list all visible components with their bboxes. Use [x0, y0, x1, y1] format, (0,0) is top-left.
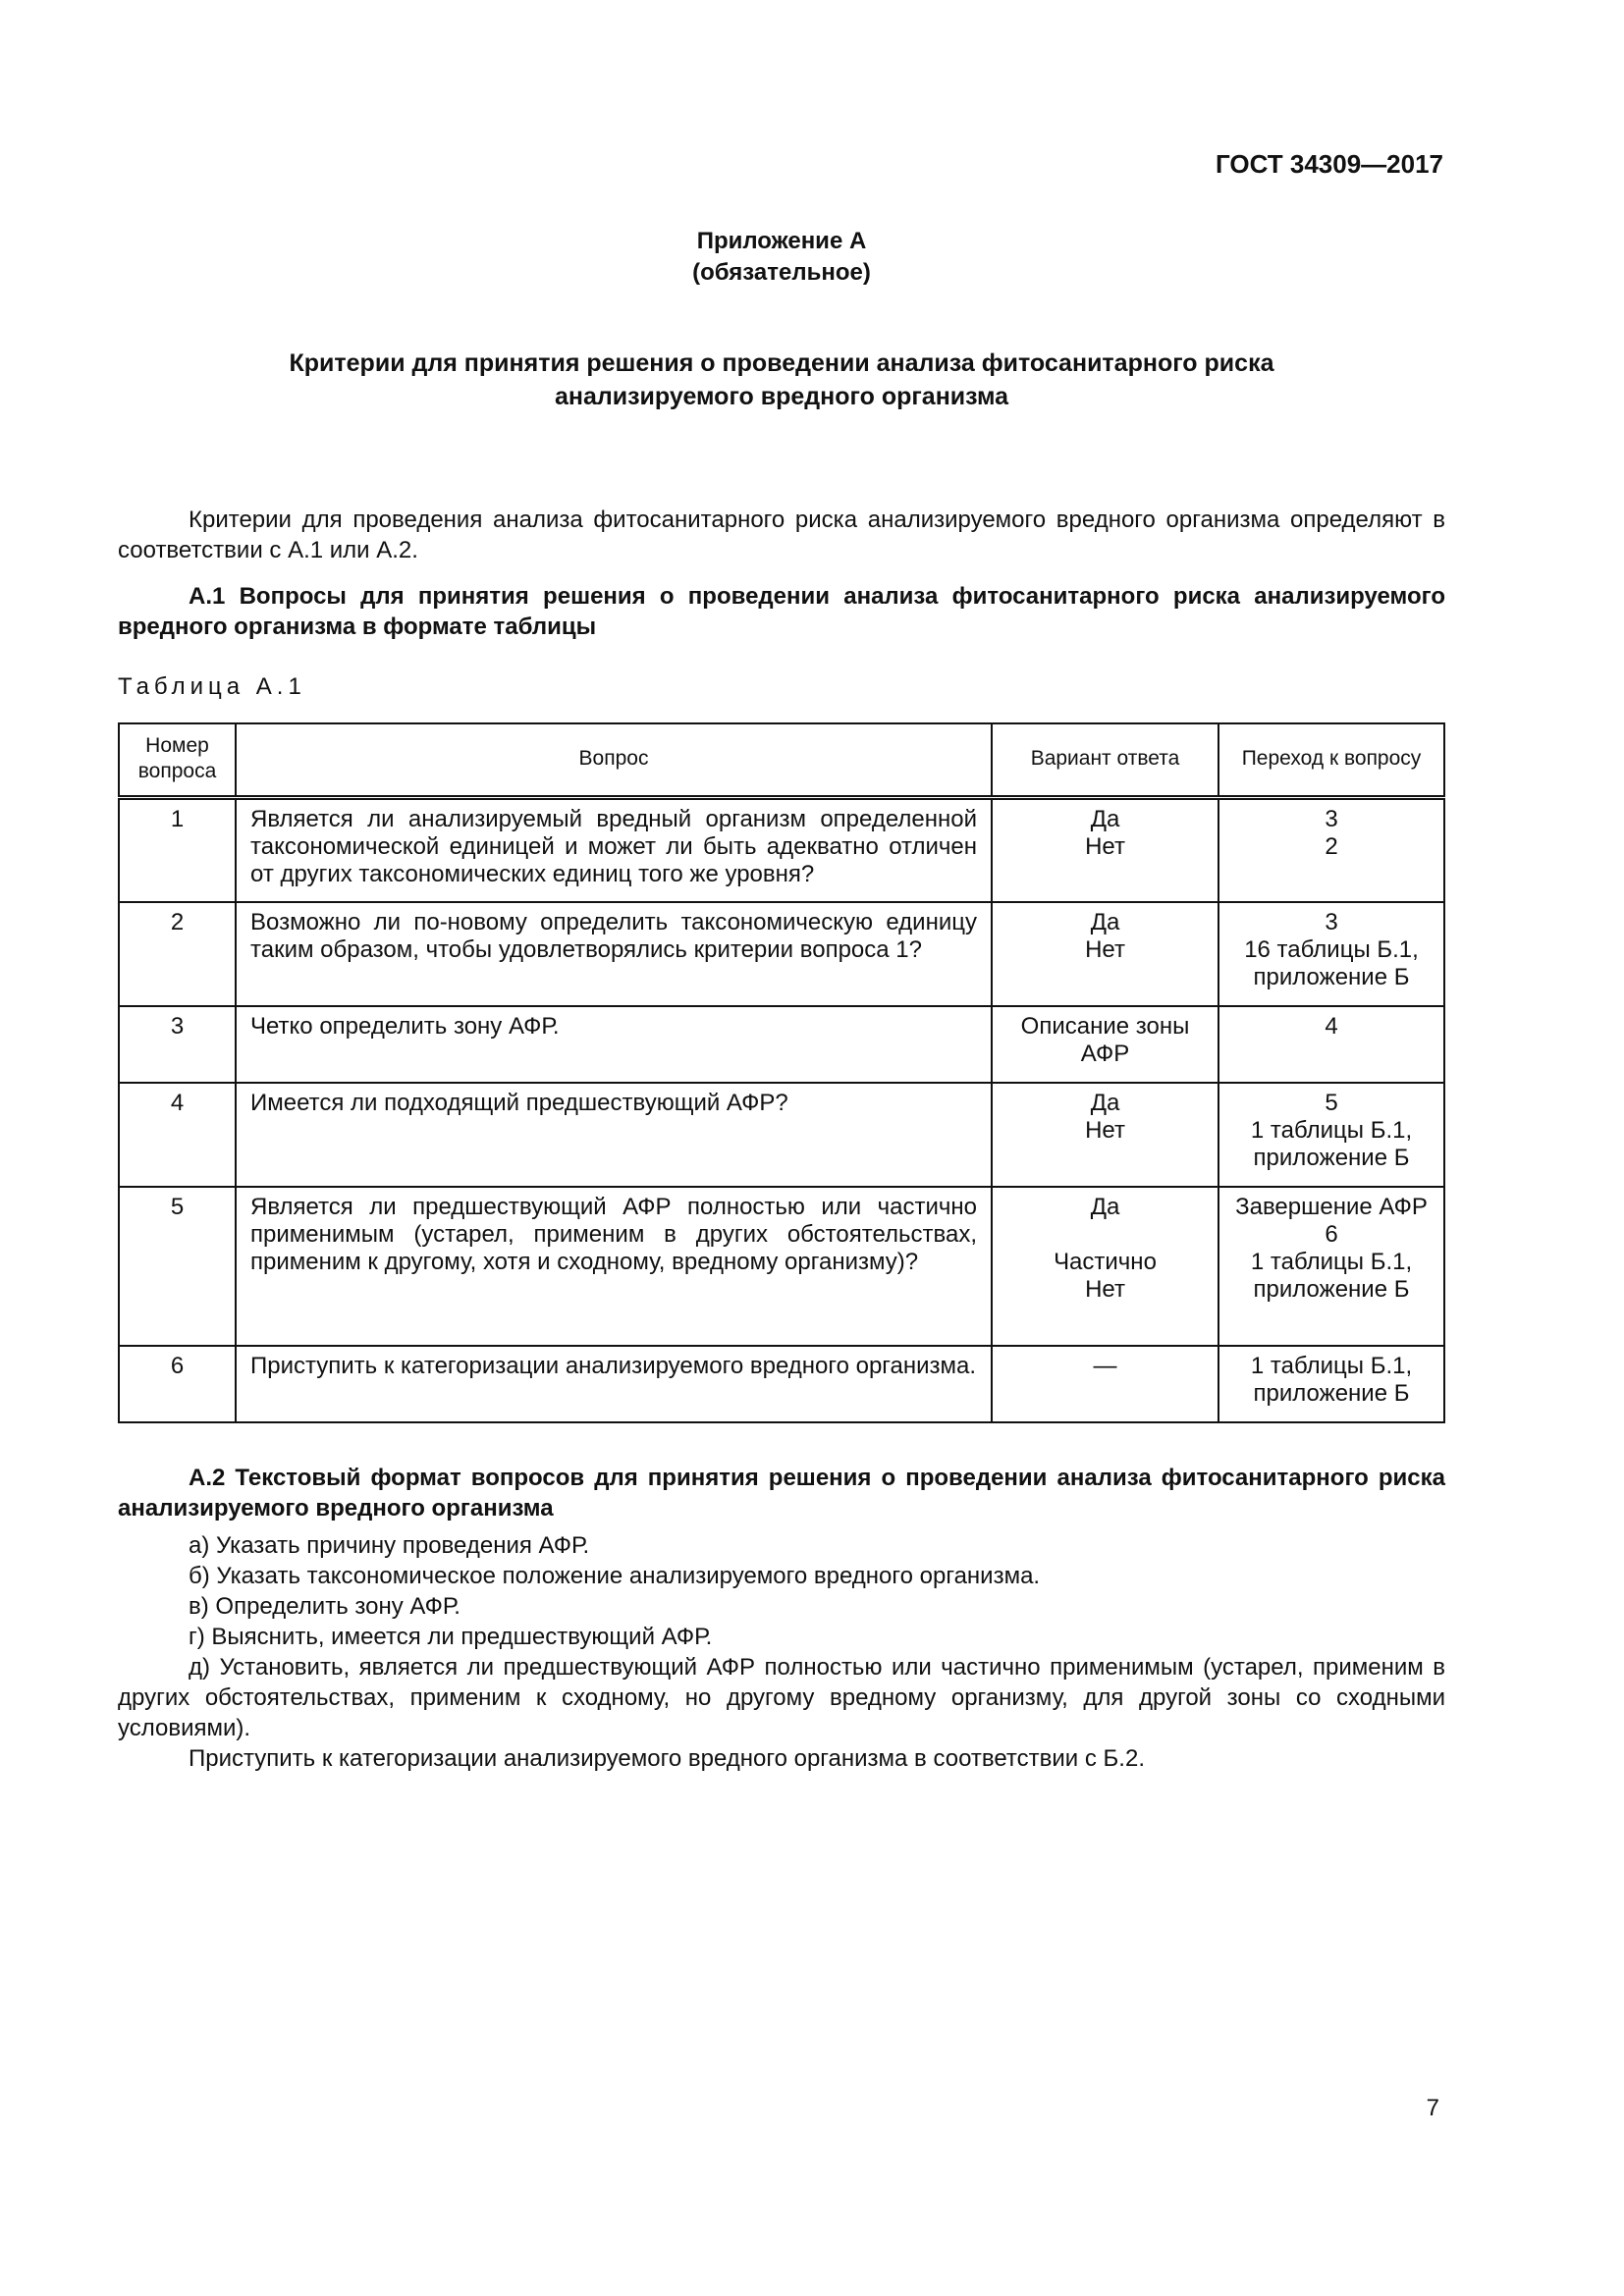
row-goto — [1218, 798, 1444, 902]
row-number — [119, 1006, 236, 1083]
row-goto — [1218, 1187, 1444, 1346]
row-goto — [1218, 1346, 1444, 1422]
goto-target: 16 таблицы Б.1, приложение Б — [1244, 935, 1419, 990]
row-number-text: 4 — [170, 1089, 185, 1116]
table-row — [119, 798, 1444, 902]
answer-option: — — [1093, 1352, 1117, 1379]
row-number-text: 2 — [170, 908, 185, 935]
goto-target: 5 — [1325, 1089, 1338, 1116]
question-text: Возможно ли по-новому определить таксономическую единицу таким образом, чтобы удовлетворялись критерии вопроса 1? — [250, 908, 977, 963]
row-goto — [1218, 1006, 1444, 1083]
table-header-row — [119, 723, 1444, 798]
row-number — [119, 798, 236, 902]
goto-target: 1 таблицы Б.1, приложение Б — [1250, 1248, 1413, 1303]
title-line-1: Критерии для принятия решения о проведении анализа фитосанитарного риска — [289, 349, 1274, 377]
a1-heading: А.1 Вопросы для принятия решения о проведении анализа фитосанитарного риска анализируемого вредного организма в формате таблицы — [118, 583, 1445, 640]
answer-option: Нет — [1085, 935, 1125, 963]
row-number-text: 6 — [170, 1352, 185, 1379]
page-number: 7 — [1426, 2095, 1439, 2121]
goto-target: 1 таблицы Б.1, приложение Б — [1250, 1116, 1413, 1171]
table-caption: Таблица А.1 — [118, 673, 306, 700]
answer-option: Да — [1090, 1089, 1120, 1116]
a2-list-item: в) Определить зону АФР. — [189, 1593, 460, 1620]
table-row — [119, 1187, 1444, 1346]
row-answers — [992, 1083, 1218, 1187]
row-number-text: 3 — [170, 1012, 185, 1040]
row-answers — [992, 798, 1218, 902]
row-question — [236, 1346, 992, 1422]
a2-list-item: а) Указать причину проведения АФР. — [189, 1532, 590, 1559]
row-number-text: 5 — [170, 1193, 185, 1220]
title-line-2: анализируемого вредного организма — [554, 383, 1009, 410]
header-goto: Переход к вопросу — [1218, 723, 1444, 798]
a2-heading: А.2 Текстовый формат вопросов для принятия решения о проведении анализа фитосанитарного риска анализируемого вредного организма — [118, 1465, 1445, 1522]
table-row — [119, 902, 1444, 1006]
appendix-title: Приложение А — [696, 228, 867, 254]
criteria-table — [118, 722, 1445, 1423]
row-number — [119, 1346, 236, 1422]
a2-list-item: б) Указать таксономическое положение анализируемого вредного организма. — [189, 1563, 1041, 1589]
goto-target: 2 — [1325, 833, 1338, 860]
row-answers — [992, 1346, 1218, 1422]
header-question: Вопрос — [236, 723, 992, 798]
row-number — [119, 902, 236, 1006]
a2-list — [118, 1530, 1445, 1774]
answer-option: Нет — [1085, 1275, 1125, 1303]
answer-option: Да — [1090, 806, 1120, 832]
row-answers — [992, 902, 1218, 1006]
answer-option: Да — [1090, 908, 1120, 935]
answer-option: Частично — [1054, 1248, 1157, 1275]
answer-option: Да — [1090, 1193, 1120, 1220]
answer-option: Нет — [1085, 833, 1125, 860]
row-answers — [992, 1006, 1218, 1083]
question-text: Имеется ли подходящий предшествующий АФР? — [250, 1089, 788, 1116]
goto-target: 4 — [1325, 1012, 1338, 1040]
header-number: Номер вопроса — [119, 723, 236, 798]
answer-option: Нет — [1085, 1116, 1125, 1144]
table-row — [119, 1346, 1444, 1422]
question-text: Четко определить зону АФР. — [250, 1012, 560, 1040]
question-text: Является ли анализируемый вредный организм определенной таксономической единицей и может ли быть адекватно отличен от других таксономических единиц того же уровня? — [250, 806, 977, 887]
a2-list-item: д) Установить, является ли предшествующий АФР полностью или частично применимым (устарел, применим в других обстоятельствах, применим к сходному, но другому вредному организму, для другой зоны со сходными условиями). — [118, 1654, 1445, 1741]
table-row — [119, 1083, 1444, 1187]
a2-final-paragraph: Приступить к категоризации анализируемого вредного организма в соответствии с Б.2. — [189, 1745, 1145, 1772]
row-number — [119, 1083, 236, 1187]
goto-target: 1 таблицы Б.1, приложение Б — [1250, 1352, 1413, 1407]
row-goto — [1218, 902, 1444, 1006]
intro-paragraph: Критерии для проведения анализа фитосанитарного риска анализируемого вредного организма определяют в соответствии с А.1 или А.2. — [118, 507, 1445, 563]
goto-target: 6 — [1325, 1220, 1338, 1248]
row-question — [236, 1006, 992, 1083]
row-answers — [992, 1187, 1218, 1346]
row-question — [236, 1187, 992, 1346]
table-row — [119, 1006, 1444, 1083]
row-question — [236, 798, 992, 902]
question-text: Приступить к категоризации анализируемого вредного организма. — [250, 1352, 977, 1379]
answer-option: Описание зоны АФР — [1020, 1012, 1190, 1067]
row-question — [236, 902, 992, 1006]
goto-target: 3 — [1325, 908, 1338, 935]
a2-list-item: г) Выяснить, имеется ли предшествующий АФР. — [189, 1624, 713, 1650]
row-number-text: 1 — [170, 806, 185, 832]
appendix-type: (обязательное) — [692, 259, 871, 286]
row-question — [236, 1083, 992, 1187]
row-number — [119, 1187, 236, 1346]
header-answer: Вариант ответа — [992, 723, 1218, 798]
goto-target: Завершение АФР — [1235, 1193, 1428, 1220]
goto-target: 3 — [1325, 806, 1338, 832]
row-goto — [1218, 1083, 1444, 1187]
question-text: Является ли предшествующий АФР полностью или частично применимым (устарел, применим в других обстоятельствах, применим к другому, хотя и сходному, вредному организму)? — [250, 1193, 977, 1275]
standard-number: ГОСТ 34309—2017 — [1216, 149, 1443, 179]
